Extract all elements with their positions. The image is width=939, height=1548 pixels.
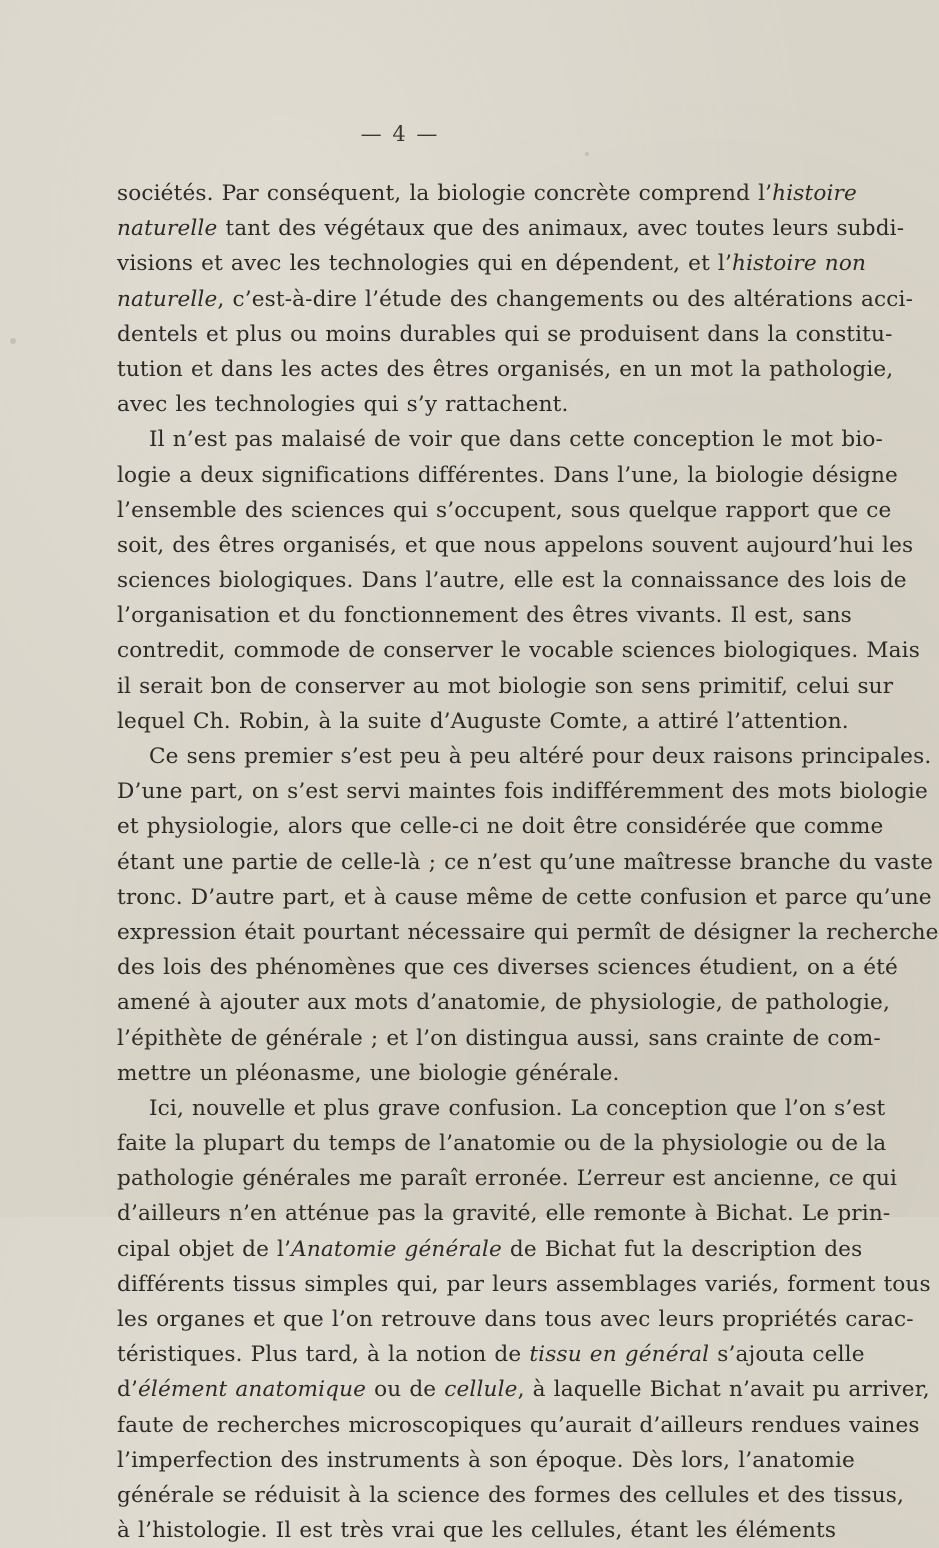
text-segment: il serait bon de conserver au mot biologie son sens primitif, celui sur [117,673,894,699]
text-line [117,563,907,598]
text-segment: visions et avec les technologies qui en dépendent, et l’ [117,251,733,277]
text-segment: pathologie générales me paraît erronée. L’erreur est ancienne, ce qui [117,1166,898,1192]
text-segment: amené à ajouter aux mots d’anatomie, de physiologie, de pathologie, [117,990,890,1016]
page-number: — 4 — [360,122,440,146]
text-segment: de Bichat fut la description des [501,1236,863,1262]
text-line [117,1302,914,1337]
text-line [117,985,890,1020]
text-line [117,1513,837,1548]
text-segment: d’ailleurs n’en atténue pas la gravité, elle remonte à Bichat. Le prin- [117,1201,891,1227]
text-line [117,774,928,809]
text-segment: Ici, nouvelle et plus grave confusion. La conception que l’on s’est [149,1095,886,1121]
text-line [117,633,920,668]
text-segment: et physiologie, alors que celle-ci ne doit être considérée que comme [117,814,884,840]
text-segment: s’ajouta celle [709,1342,865,1368]
body-text [117,176,939,1548]
text-line [117,1196,891,1231]
text-line [117,1337,865,1372]
text-segment: les organes et que l’on retrouve dans tous avec leurs propriétés carac- [117,1307,914,1332]
text-segment: téristiques. Plus tard, à la notion de [117,1342,530,1368]
text-line [117,598,852,633]
text-segment: l’ensemble des sciences qui s’occupent, sous quelque rapport que ce [117,497,892,523]
text-line [117,1372,930,1407]
text-segment: l’épithète de générale ; et l’on distingua aussi, sans crainte de com- [117,1025,881,1051]
italic-text: histoire [772,181,857,206]
italic-text: tissu en général [529,1342,710,1368]
text-segment: tution et dans les actes des êtres organisés, en un mot la pathologie, [117,356,894,382]
text-line [117,1443,855,1478]
text-line [117,1126,887,1161]
text-segment: dentels et plus ou moins durables qui se produisent dans la constitu- [117,321,893,347]
text-line [117,1267,931,1302]
text-segment: D’une part, on s’est servi maintes fois indifféremment des mots biologie [117,779,928,805]
text-segment: avec les technologies qui s’y rattachent. [117,392,569,418]
text-line [117,1091,886,1126]
text-segment: soit, des êtres organisés, et que nous appelons souvent aujourd’hui les [117,532,914,558]
text-segment: ou de [366,1377,445,1403]
italic-text: Anatomie générale [291,1236,502,1262]
text-line [117,1021,881,1056]
page-stain [10,338,16,344]
text-line [117,739,932,774]
page-stain [585,152,589,156]
text-segment: des lois des phénomènes que ces diverses sciences étudient, on a été [117,955,898,981]
text-segment: Ce sens premier s’est peu à peu altéré pour deux raisons principales. [149,744,932,769]
text-segment: tronc. D’autre part, et à cause même de cette confusion et parce qu’une [117,884,932,910]
text-line [117,387,739,422]
italic-text: naturelle [117,216,218,242]
text-segment: contredit, commode de conserver le vocable sciences biologiques. Mais [117,638,920,664]
text-segment: à l’histologie. Il est très vrai que les cellules, étant les éléments [117,1518,837,1544]
text-segment: tant des végétaux que des animaux, avec toutes leurs subdi- [217,216,905,242]
text-line [117,809,884,844]
text-segment: sociétés. Par conséquent, la biologie concrète comprend l’ [117,181,773,206]
text-segment: logie a deux significations différentes. Dans l’une, la biologie désigne [117,462,898,488]
text-segment: faute de recherches microscopiques qu’aurait d’ailleurs rendues vaines [117,1412,920,1438]
text-line [117,528,914,563]
text-line [117,493,892,528]
text-line [117,176,857,211]
text-segment: générale se réduisit à la science des formes des cellules et des tissus, [117,1482,905,1508]
text-line [117,458,898,493]
text-line [117,352,894,387]
text-segment: sciences biologiques. Dans l’autre, elle est la connaissance des lois de [117,568,907,594]
text-segment: étant une partie de celle-là ; ce n’est qu’une maîtresse branche du vaste [117,849,934,875]
text-segment: l’imperfection des instruments à son époque. Dès lors, l’anatomie [117,1447,855,1473]
text-line [117,915,939,950]
text-line [117,1232,863,1267]
text-line [117,1478,905,1513]
text-segment: cipal objet de l’ [117,1236,292,1262]
text-line [117,317,893,352]
text-line [117,422,883,457]
text-segment: lequel Ch. Robin, à la suite d’Auguste Comte, a attiré l’attention. [117,708,849,734]
text-segment: , à laquelle Bichat n’avait pu arriver, [517,1377,930,1403]
text-segment: d’ [117,1377,138,1403]
italic-text: naturelle [117,286,218,312]
text-segment: faite la plupart du temps de l’anatomie ou de la physiologie ou de la [117,1131,887,1157]
text-segment: , c’est-à-dire l’étude des changements ou des altérations acci- [217,286,914,312]
text-segment: mettre un pléonasme, une biologie générale. [117,1060,620,1086]
text-line [117,704,849,739]
italic-text: élément anatomique [138,1377,367,1403]
italic-text: histoire non [732,251,867,277]
text-segment: différents tissus simples qui, par leurs assemblages variés, forment tous [117,1271,931,1297]
text-line [117,950,898,985]
text-segment: expression était pourtant nécessaire qui permît de désigner la recherche [117,919,939,945]
italic-text: cellule [444,1377,518,1403]
text-line [117,282,914,317]
text-line [117,1408,920,1443]
text-segment: l’organisation et du fonctionnement des êtres vivants. Il est, sans [117,603,852,629]
text-line [117,246,867,281]
text-line [117,1161,898,1196]
text-line [117,880,932,915]
text-line [117,1056,739,1091]
text-line [117,669,894,704]
text-line [117,211,905,246]
text-segment: Il n’est pas malaisé de voir que dans cette conception le mot bio- [149,427,883,453]
text-line [117,845,934,880]
